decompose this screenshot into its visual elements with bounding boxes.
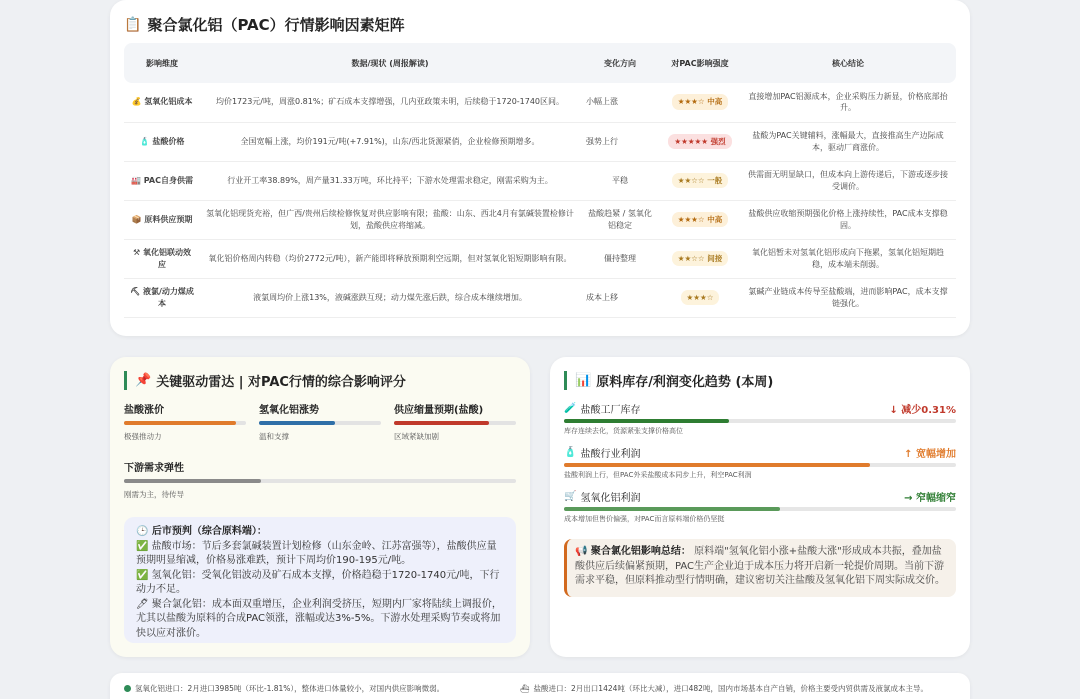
bar-chart-icon: 📊 <box>575 373 592 388</box>
summary-box <box>564 539 956 597</box>
trend-name <box>564 401 640 416</box>
impact-badge: ★★☆☆ 一般 <box>672 173 729 189</box>
driver-note: 温和支撑 <box>259 432 289 441</box>
footer-left-text: 氢氧化铝进口：2月进口3985吨（环比-1.81%），整体进口体量较小，对国内供应影响微弱。 <box>135 684 445 693</box>
cart-icon: 🛒 <box>564 491 577 502</box>
pin-icon: 📌 <box>135 373 152 388</box>
forecast-line: ✅ 氢氧化铝：受氧化铝波动及矿石成本支撑，价格趋稳于1720-1740元/吨，下行动力不足。 <box>136 569 500 595</box>
direction-cell: 强势上行 <box>580 122 660 161</box>
impact-cell <box>660 83 740 122</box>
driver-bar-fill <box>124 479 261 483</box>
trend-item <box>564 489 956 524</box>
impact-cell <box>660 200 740 239</box>
trend-value: ↑ 宽幅增加 <box>904 449 956 460</box>
direction-cell: 平稳 <box>580 161 660 200</box>
driver-note: 刚需为主，待传导 <box>124 490 184 499</box>
factory-icon: 🏭 <box>131 175 141 185</box>
trend-value: ↓ 减少0.31% <box>889 405 956 416</box>
impact-cell <box>660 161 740 200</box>
driver-bar <box>124 479 516 483</box>
pickaxe-icon: ⛏ <box>130 286 141 296</box>
acid-bottle-icon: 🧴 <box>139 136 150 146</box>
dimension-label: 液氯/动力煤成本 <box>143 286 194 308</box>
matrix-title <box>124 14 405 35</box>
driver-bar-fill <box>394 421 489 425</box>
driver-radar-card <box>110 357 530 657</box>
impact-cell <box>660 278 740 317</box>
dimension-cell <box>124 122 200 161</box>
data-cell: 氧化铝价格周内转稳（均价2772元/吨），新产能即将释放预期利空远期，但对氢氧化铝短期影响有限。 <box>200 239 580 278</box>
summary-text: 原料端"氢氧化铝小涨+盐酸大涨"形成成本共振，叠加盐酸供应后续偏紧预期，PAC生产企业迫于成本压力将开启新一轮提价周期。当前下游需求平稳，但原料推动型行情明确，建议密切关注盐酸及氢氧化铝下周实际成交价。 <box>575 546 945 586</box>
flask-icon: 🧪 <box>564 403 577 414</box>
driver-note: 极强推动力 <box>124 432 162 441</box>
forecast-line: 🖊 聚合氯化铝：成本面双重增压，企业利润受挤压，短期内厂家将陆续上调报价，尤其以盐酸为原料的合成PAC领涨，涨幅或达3%-5%。下游水处理采购节奏或将加快以应对涨价。 <box>136 598 502 639</box>
column-header: 对PAC影响强度 <box>660 43 740 83</box>
direction-cell: 僵持整理 <box>580 239 660 278</box>
forecast-heading: 🕒 后市预判（综合原料端）： <box>136 526 267 537</box>
footer-left <box>124 683 444 694</box>
impact-badge: ★★☆☆ 间接 <box>672 251 729 267</box>
driver-label: 氢氧化铝涨势 <box>259 405 319 416</box>
forecast-line: ✅ 盐酸市场：节后多套氯碱装置计划检修（山东金岭、江苏富强等），盐酸供应量预期明显缩减，价格易涨难跌，预计下周均价190-195元/吨。 <box>136 540 497 566</box>
trend-note: 盐酸利润上行，但PAC外采盐酸成本同步上升，利空PAC利润 <box>564 471 752 479</box>
driver-item <box>124 459 516 500</box>
trend-item <box>564 445 956 480</box>
data-cell: 行业开工率38.89%，周产量31.33万吨，环比持平；下游水处理需求稳定，刚需采购为主。 <box>200 161 580 200</box>
dimension-cell <box>124 278 200 317</box>
conclusion-cell: 氯碱产业链成本传导至盐酸端，进而影响PAC，成本支撑链强化。 <box>740 278 956 317</box>
summary-heading: 📢 聚合氯化铝影响总结： <box>575 546 691 557</box>
money-bag-icon: 💰 <box>131 97 142 107</box>
driver-bar-fill <box>124 421 236 425</box>
driver-item <box>394 401 516 442</box>
column-header: 数据/现状 (周报解读) <box>200 43 580 83</box>
box-icon: 📦 <box>131 214 142 224</box>
driver-item <box>124 401 246 442</box>
radar-title <box>124 371 406 390</box>
conclusion-cell: 氧化铝暂未对氢氧化铝形成向下拖累，氢氧化铝短期趋稳，成本端未削弱。 <box>740 239 956 278</box>
trend-bar <box>564 507 956 511</box>
footer-right <box>520 683 928 694</box>
radar-title-text: 关键驱动雷达 | 对PAC行情的综合影响评分 <box>156 375 406 390</box>
trend-note: 成本增加但售价偏强，对PAC而言原料端价格仍坚挺 <box>564 515 725 523</box>
factor-matrix-card <box>110 0 970 336</box>
dimension-label: 氢氧化铝成本 <box>144 97 193 107</box>
trend-title <box>564 371 773 390</box>
impact-badge: ★★★★★ 强烈 <box>668 134 731 150</box>
trend-bar <box>564 419 956 423</box>
table-row <box>124 122 956 161</box>
data-cell: 全国宽幅上涨，均价191元/吨(+7.91%)，山东/西北货源紧俏，企业检修预期增多。 <box>200 122 580 161</box>
driver-label: 供应缩量预期(盐酸) <box>394 405 484 416</box>
driver-bar <box>394 421 516 425</box>
dimension-cell <box>124 83 200 122</box>
driver-label: 下游需求弹性 <box>124 463 184 474</box>
dimension-cell <box>124 161 200 200</box>
trend-bar-fill <box>564 419 729 423</box>
trend-label: 盐酸工厂库存 <box>580 405 641 416</box>
impact-cell <box>660 122 740 161</box>
trend-label: 氢氧化铝利润 <box>580 493 641 504</box>
footer-right-text: 盐酸进口：2月出口1424吨（环比大减），进口482吨，国内市场基本自产自销，价格主要受内贸供需及液氯成本主导。 <box>533 684 928 693</box>
dimension-cell <box>124 239 200 278</box>
driver-bar <box>259 421 381 425</box>
import-footer <box>110 673 970 699</box>
dimension-label: PAC自身供需 <box>143 175 193 185</box>
dimension-label: 盐酸价格 <box>152 136 185 146</box>
direction-cell: 盐酸趋紧 / 氢氧化铝稳定 <box>580 200 660 239</box>
impact-cell <box>660 239 740 278</box>
mining-icon: ⚒ <box>133 247 141 257</box>
driver-bar-fill <box>259 421 335 425</box>
table-row <box>124 83 956 122</box>
trend-value: → 窄幅缩窄 <box>904 493 956 504</box>
clipboard-icon: 📋 <box>124 16 142 33</box>
matrix-title-text: 聚合氯化铝（PAC）行情影响因素矩阵 <box>147 16 405 34</box>
dimension-cell <box>124 200 200 239</box>
table-row <box>124 239 956 278</box>
trend-item <box>564 401 956 436</box>
data-cell: 氢氧化铝现货充裕，但广西/贵州后续检修恢复对供应影响有限；盐酸：山东、西北4月有氯碱装置检修计划，盐酸供应将缩减。 <box>200 200 580 239</box>
data-cell: 液氯周均价上涨13%，液碱涨跌互现；动力煤先涨后跌，综合成本继续增加。 <box>200 278 580 317</box>
column-header: 变化方向 <box>580 43 660 83</box>
trend-bar <box>564 463 956 467</box>
conclusion-cell: 直接增加PAC铝源成本，企业采购压力新显，价格底部抬升。 <box>740 83 956 122</box>
conclusion-cell: 盐酸为PAC关键辅料，涨幅最大，直接推高生产边际成本，驱动厂商涨价。 <box>740 122 956 161</box>
trend-bar-fill <box>564 463 870 467</box>
table-header-row <box>124 43 956 83</box>
ship-icon: ⛴ <box>520 684 530 693</box>
conclusion-cell: 供需面无明显缺口，但成本向上游传递后，下游或逐步接受调价。 <box>740 161 956 200</box>
trend-name <box>564 445 640 460</box>
table-row <box>124 161 956 200</box>
driver-bar <box>124 421 246 425</box>
trend-note: 库存连续去化，货源紧张支撑价格高位 <box>564 427 683 435</box>
data-cell: 均价1723元/吨，周涨0.81%；矿石成本支撑增强，几内亚政策未明，后续稳于1720-1740区间。 <box>200 83 580 122</box>
dimension-label: 氧化铝联动效应 <box>142 247 191 269</box>
driver-item <box>259 401 381 442</box>
green-dot-icon <box>124 685 131 692</box>
bottle-icon: 🧴 <box>564 447 577 458</box>
forecast-box <box>124 517 516 643</box>
trend-name <box>564 489 640 504</box>
direction-cell: 小幅上涨 <box>580 83 660 122</box>
conclusion-cell: 盐酸供应收缩预期强化价格上涨持续性，PAC成本支撑稳固。 <box>740 200 956 239</box>
factor-matrix-table <box>124 43 956 318</box>
impact-badge: ★★★☆ 中高 <box>672 212 729 228</box>
table-row <box>124 200 956 239</box>
column-header: 影响维度 <box>124 43 200 83</box>
table-row <box>124 278 956 317</box>
dimension-label: 原料供应预期 <box>144 214 193 224</box>
trend-card <box>550 357 970 657</box>
driver-note: 区域紧缺加剧 <box>394 432 439 441</box>
trend-title-text: 原料库存/利润变化趋势 (本周) <box>596 375 774 390</box>
trend-bar-fill <box>564 507 780 511</box>
impact-badge: ★★★☆ 中高 <box>672 94 729 110</box>
driver-label: 盐酸涨价 <box>124 405 164 416</box>
column-header: 核心结论 <box>740 43 956 83</box>
direction-cell: 成本上移 <box>580 278 660 317</box>
impact-badge: ★★★☆ <box>681 290 720 306</box>
trend-label: 盐酸行业利润 <box>580 449 641 460</box>
